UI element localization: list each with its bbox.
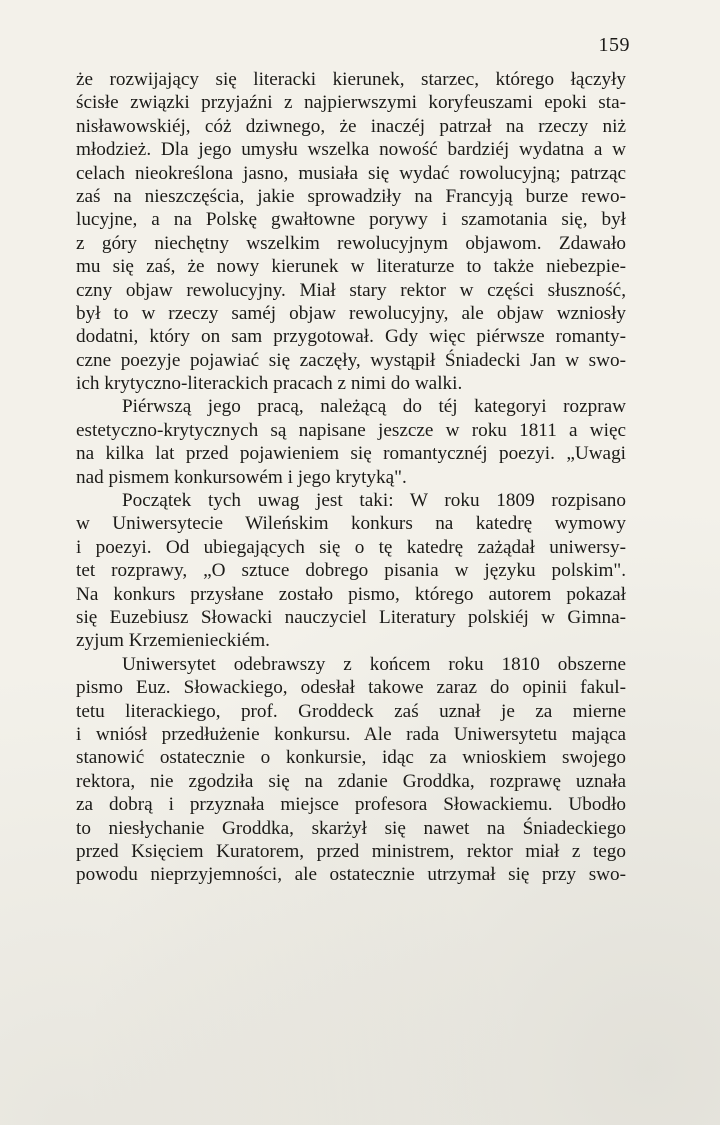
paragraph <box>76 68 626 395</box>
text-line: celach nieokreślona jasno, musiała się wydać rowolucyjną; patrząc <box>76 162 626 184</box>
text-line: tet rozprawy, „O sztuce dobrego pisania w języku polskim". <box>76 560 626 582</box>
text-line: był to w rzeczy saméj objaw rewolucyjny, ale objaw wzniosły <box>76 302 626 324</box>
text-line: dodatni, który on sam przygotował. Gdy więc piérwsze romanty- <box>76 326 626 348</box>
text-line: lucyjne, a na Polskę gwałtowne porywy i szamotania się, był <box>76 209 626 231</box>
text-line: estetyczno-krytycznych są napisane jeszcze w roku 1811 a więc <box>76 419 626 441</box>
text-line: i poezyi. Od ubiegających się o tę katedrę zażądał uniwersy- <box>76 536 626 558</box>
text-line: w Uniwersytecie Wileńskim konkurs na katedrę wymowy <box>76 513 626 535</box>
text-line: czny objaw rewolucyjny. Miał stary rektor w części słuszność, <box>76 279 626 301</box>
text-line: stanowić ostatecznie o konkursie, idąc za wnioskiem swojego <box>76 747 626 769</box>
text-line: i wniósł przedłużenie konkursu. Ale rada Uniwersytetu mająca <box>76 723 626 745</box>
text-line: zaś na nieszczęścia, jakie sprowadziły na Francyją burze rewo- <box>76 185 626 207</box>
text-line: tetu literackiego, prof. Groddeck zaś uznał je za mierne <box>76 700 626 722</box>
text-line: że rozwijający się literacki kierunek, starzec, którego łączyły <box>76 69 626 90</box>
text-line: przed Księciem Kuratorem, przed ministrem, rektor miał z tego <box>76 840 626 862</box>
text-line: czne poezyje pojawiać się zaczęły, wystąpił Śniadecki Jan w swo- <box>76 349 626 371</box>
text-line: mu się zaś, że nowy kierunek w literaturze to także niebezpie- <box>76 256 626 278</box>
paragraph <box>76 489 626 653</box>
text-line: za dobrą i przyznała miejsce profesora Słowackiemu. Ubodło <box>76 794 626 816</box>
text-line: ścisłe związki przyjaźni z najpierwszymi koryfeuszami epoki sta- <box>76 92 626 114</box>
text-line: powodu nieprzyjemności, ale ostatecznie utrzymał się przy swo- <box>76 864 626 886</box>
body-text <box>76 68 626 887</box>
paragraph <box>76 653 626 887</box>
text-line: zyjum Krzemienieckiém. <box>76 630 270 652</box>
paragraph <box>76 395 626 489</box>
text-line: to niesłychanie Groddka, skarżył się nawet na Śniadeckiego <box>76 817 626 839</box>
text-line: Uniwersytet odebrawszy z końcem roku 1810 obszerne <box>122 653 626 675</box>
text-line: nisławowskiéj, cóż dziwnego, że inaczéj patrzał na rzeczy niż <box>76 115 626 137</box>
text-line: się Euzebiusz Słowacki nauczyciel Literatury polskiéj w Gimna- <box>76 606 626 628</box>
text-line: Początek tych uwag jest taki: W roku 1809 rozpisano <box>122 490 626 512</box>
text-line: Na konkurs przysłane zostało pismo, którego autorem pokazał <box>76 583 626 605</box>
text-line: młodzież. Dla jego umysłu wszelka nowość bardziéj wydatna a w <box>76 139 626 161</box>
text-line: rektora, nie zgodziła się na zdanie Groddka, rozprawę uznała <box>76 770 626 792</box>
text-line: nad pismem konkursowém i jego krytyką". <box>76 466 407 488</box>
page-number: 159 <box>598 34 630 56</box>
text-line: ich krytyczno-literackich pracach z nimi do walki. <box>76 373 463 395</box>
text-line: na kilka lat przed pojawieniem się romantycznéj poezyi. „Uwagi <box>76 443 626 465</box>
text-line: pismo Euz. Słowackiego, odesłał takowe zaraz do opinii fakul- <box>76 677 626 699</box>
text-line: Piérwszą jego pracą, należącą do téj kategoryi rozpraw <box>122 396 626 418</box>
text-line: z góry niechętny wszelkim rewolucyjnym objawom. Zdawało <box>76 232 626 254</box>
